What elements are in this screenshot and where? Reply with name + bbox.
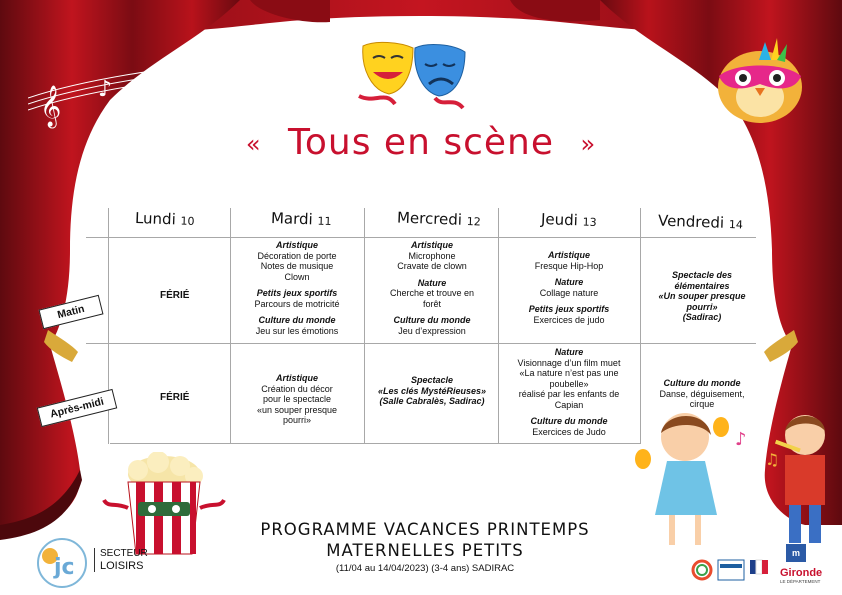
activity-line: Création du décor xyxy=(261,383,333,394)
gironde-sub-label: LE DÉPARTEMENT xyxy=(780,579,821,584)
cell-matin-lundi: FÉRIÉ xyxy=(160,290,190,301)
day-number: 14 xyxy=(728,217,744,232)
activity-line: réalisé par les enfants de xyxy=(518,389,620,399)
day-header-jeudi xyxy=(541,210,597,230)
activity-category: Culture du monde xyxy=(530,416,608,426)
day-name: Jeudi xyxy=(540,210,579,230)
footer-groupe: MATERNELLES PETITS xyxy=(326,541,524,560)
activity-line: Capian xyxy=(554,399,584,410)
activity-category: Artistique xyxy=(275,373,318,383)
cell-matin-jeudi xyxy=(500,250,638,325)
activity-line: Cherche et trouve en xyxy=(389,288,475,298)
activity-category: Artistique xyxy=(275,240,318,250)
svg-text:♪: ♪ xyxy=(98,77,113,102)
activity-line: élémentaires xyxy=(674,280,730,291)
activity-line: Parcours de motricité xyxy=(254,298,340,309)
svg-text:♪: ♪ xyxy=(178,79,193,104)
kids-musicians-icon xyxy=(625,405,840,550)
activity-line: «La nature n’est pas une xyxy=(519,368,619,378)
svg-text:𝄞: 𝄞 xyxy=(40,86,62,127)
loisirs-label: LOISIRS xyxy=(100,560,144,572)
popcorn-mascot-icon xyxy=(98,452,230,558)
cell-apresmidi-mercredi xyxy=(366,375,498,407)
activity-category: Culture du monde xyxy=(258,315,336,325)
grid-vline xyxy=(364,208,365,444)
activity-category: Nature xyxy=(417,277,447,288)
activity-line: pour le spectacle xyxy=(262,394,332,404)
gironde-label: Gironde xyxy=(780,567,823,579)
partner-logo-strip xyxy=(690,556,780,590)
title-open-quote: « xyxy=(245,130,262,158)
activity-line: pourri» xyxy=(686,301,718,312)
activity-line: «Un souper presque xyxy=(658,291,746,301)
activity-category: Artistique xyxy=(410,240,453,250)
secteur-loisirs-logo xyxy=(94,548,148,572)
activity-category: Culture du monde xyxy=(663,378,741,388)
page-title xyxy=(0,122,842,163)
activity-line: pourri» xyxy=(282,415,311,425)
activity-line: Cravate de clown xyxy=(397,261,467,271)
partner-logos-icon xyxy=(690,556,780,590)
activity-line: Exercices de Judo xyxy=(532,426,606,437)
activity-line: Jeu d’expression xyxy=(398,325,466,336)
title-close-quote: » xyxy=(580,130,597,158)
day-header-mercredi xyxy=(397,209,481,230)
day-header-vendredi xyxy=(658,212,743,233)
title-text: Tous en scène xyxy=(288,122,554,163)
activity-category: Petits jeux sportifs xyxy=(256,288,338,298)
theatre-masks-icon xyxy=(355,38,475,113)
svg-text:jc: jc xyxy=(54,555,75,580)
day-name: Mardi xyxy=(270,208,314,229)
activity-line: Spectacle des xyxy=(671,270,733,280)
activity-line: Collage nature xyxy=(539,287,599,298)
msa-logo-icon: m xyxy=(786,544,806,562)
grid-vline xyxy=(230,208,231,444)
activity-line: cirque xyxy=(689,399,715,409)
activity-line: Danse, déguisement, xyxy=(659,388,745,399)
grid-hline xyxy=(110,443,640,444)
owl-mascot-icon xyxy=(705,32,815,127)
day-header-mardi xyxy=(271,209,332,229)
activity-line: Notes de musique xyxy=(260,261,334,271)
grid-hline xyxy=(86,237,756,238)
day-number: 10 xyxy=(180,214,195,229)
day-name: Vendredi xyxy=(657,211,725,232)
secteur-label: SECTEUR xyxy=(100,548,148,559)
activity-line: Microphone xyxy=(408,250,456,261)
activity-line: Décoration de porte xyxy=(257,250,337,261)
row-label-apres-midi: Après-midi xyxy=(37,389,118,427)
cell-apresmidi-jeudi xyxy=(500,347,638,437)
activity-category: Nature xyxy=(554,347,584,357)
activity-line: Visionnage d’un film muet xyxy=(517,357,621,368)
activity-category: Spectacle xyxy=(410,375,454,385)
activity-category: Nature xyxy=(554,277,584,287)
activity-line: «Les clés MystéRieuses» xyxy=(377,385,487,396)
activity-category: Petits jeux sportifs xyxy=(528,304,610,314)
activity-line: (Sadirac) xyxy=(682,312,722,322)
row-label-matin: Matin xyxy=(39,295,104,329)
cell-matin-mardi xyxy=(232,240,362,336)
activity-line: Exercices de judo xyxy=(533,314,605,325)
day-name: Lundi xyxy=(134,208,177,229)
activity-line: forêt xyxy=(422,298,441,309)
gironde-logo xyxy=(780,567,822,584)
activity-line: Fresque Hip-Hop xyxy=(534,260,604,271)
ljc-logo-icon xyxy=(32,534,92,592)
activity-category: Culture du monde xyxy=(393,315,471,325)
footer-dates: (11/04 au 14/04/2023) (3-4 ans) SADIRAC xyxy=(335,563,515,574)
activity-line: Clown xyxy=(284,271,310,282)
footer-programme: PROGRAMME VACANCES PRINTEMPS xyxy=(260,520,590,539)
svg-text:♫: ♫ xyxy=(138,73,158,98)
cell-matin-mercredi xyxy=(366,240,498,336)
activity-line: «un souper presque xyxy=(256,404,338,415)
activity-line: poubelle» xyxy=(549,378,589,389)
cell-apresmidi-lundi: FÉRIÉ xyxy=(160,392,190,403)
activity-category: Artistique xyxy=(547,250,590,260)
grid-hline xyxy=(86,343,756,344)
svg-text:♪: ♪ xyxy=(735,429,747,450)
cell-apresmidi-mardi xyxy=(232,373,362,426)
svg-text:♫: ♫ xyxy=(765,450,780,469)
day-number: 13 xyxy=(582,215,597,229)
cell-matin-vendredi xyxy=(642,270,762,323)
day-name: Mercredi xyxy=(396,208,463,229)
activity-line: Jeu sur les émotions xyxy=(255,325,339,336)
activity-line: (Salle Cabralès, Sadirac) xyxy=(379,396,485,406)
day-header-lundi xyxy=(135,209,195,229)
day-number: 12 xyxy=(466,214,481,229)
day-number: 11 xyxy=(317,214,332,229)
grid-vline xyxy=(498,208,499,444)
